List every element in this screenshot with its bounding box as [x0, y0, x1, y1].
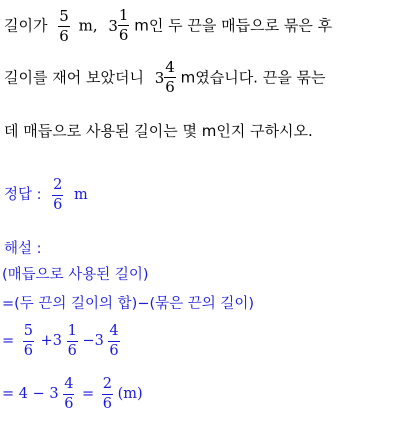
answer-fraction [52, 178, 63, 212]
unit-text: (m) [117, 386, 143, 402]
fraction [108, 324, 119, 358]
question-line-2 [4, 60, 325, 95]
solution-line-4 [2, 377, 143, 411]
numerator: 4 [165, 58, 175, 76]
operator-term: −3 [82, 333, 104, 349]
fraction [23, 324, 34, 358]
numerator: 1 [67, 324, 78, 342]
solution-line-3 [2, 324, 120, 358]
denominator: 6 [53, 196, 63, 213]
operator-term: +3 [40, 333, 62, 349]
denominator: 6 [165, 78, 175, 96]
answer-line [4, 178, 88, 212]
numerator: 5 [59, 6, 69, 25]
whole-number: 3 [108, 16, 118, 35]
answer-unit: m [73, 187, 88, 203]
denominator: 6 [67, 342, 77, 359]
denominator: 6 [23, 342, 33, 359]
numerator: 5 [23, 324, 34, 342]
numerator: 2 [102, 377, 113, 395]
question-text: 길이를 재어 보았더니 [4, 68, 144, 87]
numerator: 1 [118, 6, 129, 24]
whole-number: 3 [154, 68, 165, 87]
equals-sign: = [82, 386, 95, 402]
equals-sign: = [2, 333, 15, 349]
denominator: 6 [102, 395, 113, 412]
denominator: 6 [109, 342, 119, 359]
denominator: 6 [118, 26, 129, 44]
fraction [102, 377, 113, 411]
question-line-1 [4, 8, 332, 44]
solution-label: 해설 : [4, 241, 42, 257]
expression-start: = 4 − 3 [2, 386, 59, 402]
question-text: 길이가 [4, 16, 48, 35]
numerator: 4 [108, 324, 119, 342]
denominator: 6 [64, 395, 74, 412]
numerator: 2 [52, 178, 63, 196]
unit-text: m, [78, 16, 98, 35]
question-text: m인 두 끈을 매듭으로 묶은 후 [134, 16, 333, 35]
solution-line-1: (매듭으로 사용된 길이) [2, 267, 149, 283]
fraction [58, 6, 70, 45]
question-line-3: 데 매듭으로 사용된 길이는 몇 m인지 구하시오. [4, 122, 313, 140]
numerator: 4 [63, 377, 74, 395]
denominator: 6 [59, 26, 69, 45]
fraction [63, 377, 74, 411]
fraction [118, 8, 130, 43]
fraction [164, 60, 176, 95]
fraction [67, 324, 78, 358]
answer-label: 정답 : [4, 187, 42, 203]
solution-line-2: =(두 끈의 길이의 합)−(묶은 끈의 길이) [2, 296, 255, 312]
question-text: m였습니다. 끈을 묶는 [180, 68, 326, 87]
